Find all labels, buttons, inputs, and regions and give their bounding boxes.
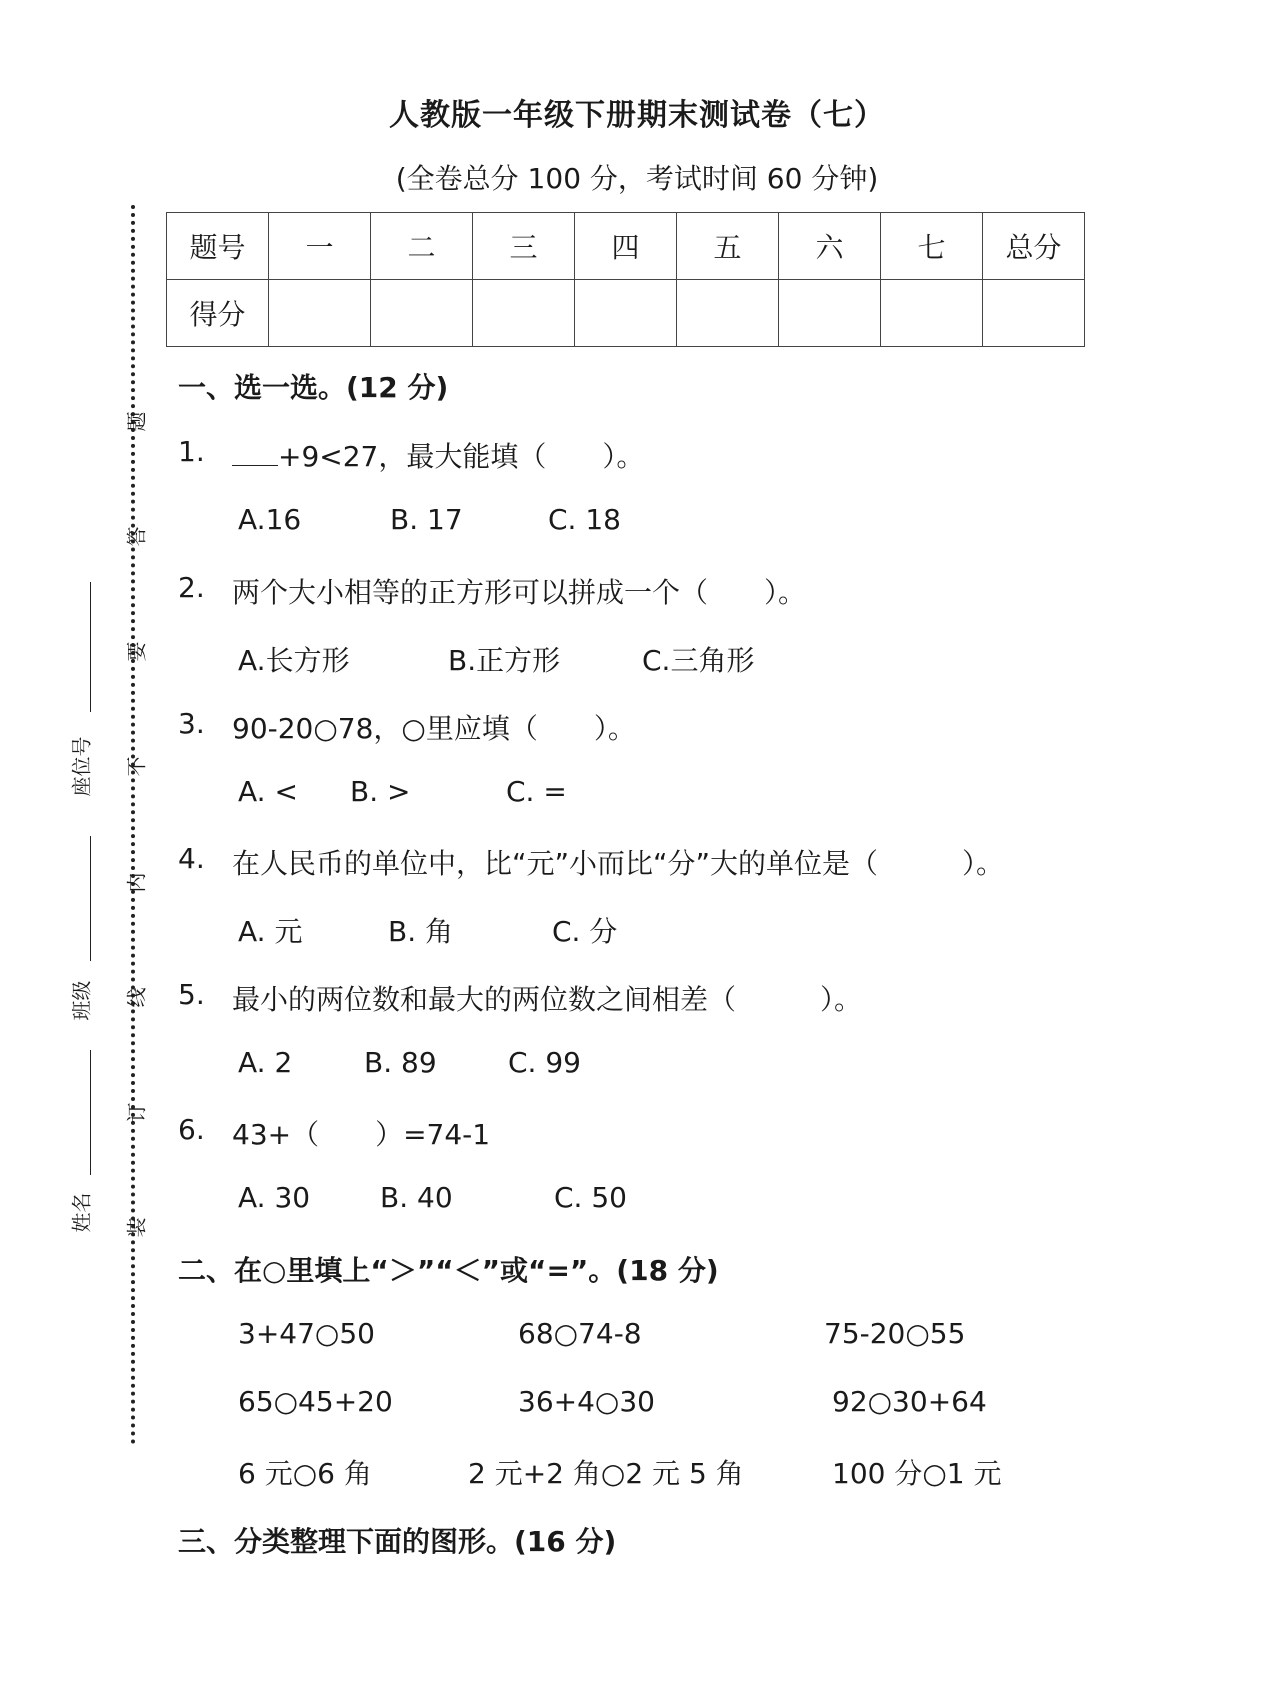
name-label: 姓名 [69,1192,94,1233]
comparison-item: 2 元+2 角○2 元 5 角 [468,1457,744,1490]
binding-char: 题 [124,411,149,432]
score-input-cell[interactable] [983,280,1085,347]
question-text-body: +9<27，最大能填（ ）。 [278,440,645,473]
option: B. 89 [364,1046,437,1079]
comparison-item: 75-20○55 [824,1317,966,1350]
comparison-item: 36+4○30 [518,1385,655,1418]
question-text: 43+（ ）=74-1 [232,1118,491,1151]
option: A. 2 [238,1046,293,1079]
score-input-cell[interactable] [371,280,473,347]
question-number: 5. [178,978,205,1011]
binding-char: 不 [124,756,149,777]
score-input-cell[interactable] [473,280,575,347]
question-text [232,435,644,475]
score-header-cell: 六 [779,213,881,280]
binding-char: 要 [124,641,149,662]
option: C.三角形 [642,644,755,677]
option: A.长方形 [238,644,350,677]
option: C. 18 [548,503,621,536]
option: C. 分 [552,915,618,948]
binding-char: 答 [124,526,149,547]
score-input-cell[interactable] [779,280,881,347]
question-number: 4. [178,842,205,875]
question-number: 3. [178,707,205,740]
score-header-cell: 七 [881,213,983,280]
comparison-item: 68○74-8 [518,1317,642,1350]
score-header-cell: 四 [575,213,677,280]
score-header-cell: 题号 [167,213,269,280]
question-text: 在人民币的单位中，比“元”小而比“分”大的单位是（ ）。 [232,847,1005,880]
class-line[interactable] [90,836,91,961]
comparison-item: 6 元○6 角 [238,1457,372,1490]
question-text: 两个大小相等的正方形可以拼成一个（ ）。 [232,576,807,609]
score-header-cell: 三 [473,213,575,280]
score-input-cell[interactable] [677,280,779,347]
score-header-cell: 二 [371,213,473,280]
score-input-cell[interactable] [881,280,983,347]
binding-char: 订 [124,1102,149,1123]
score-header-cell: 五 [677,213,779,280]
binding-char: 内 [124,872,149,893]
question-number: 6. [178,1113,205,1146]
option: A. < [238,775,298,808]
comparison-item: 3+47○50 [238,1317,375,1350]
page-title: 人教版一年级下册期末测试卷（七） [389,98,885,133]
option: A. 30 [238,1181,311,1214]
score-input-cell[interactable] [269,280,371,347]
score-header-cell: 总分 [983,213,1085,280]
score-table-header-row [167,213,1085,280]
score-table-score-row [167,280,1085,347]
score-input-cell[interactable] [575,280,677,347]
score-header-cell: 一 [269,213,371,280]
option: C. = [506,775,567,808]
page-subtitle: (全卷总分 100 分，考试时间 60 分钟) [395,162,879,195]
option: C. 99 [508,1046,581,1079]
question-text: 最小的两位数和最大的两位数之间相差（ ）。 [232,983,863,1016]
comparison-item: 100 分○1 元 [832,1457,1002,1490]
seat-number-label: 座位号 [69,736,94,797]
option: C. 50 [554,1181,627,1214]
option: A. 元 [238,915,303,948]
seat-number-line[interactable] [90,582,91,712]
section3-heading: 三、分类整理下面的图形。(16 分) [178,1525,617,1558]
binding-char: 线 [124,987,149,1008]
class-label: 班级 [69,980,94,1021]
question-number: 1. [178,435,205,468]
option: B.正方形 [448,644,561,677]
comparison-item: 92○30+64 [832,1385,987,1418]
option: B. 17 [390,503,463,536]
option: B. 角 [388,915,454,948]
section1-heading: 一、选一选。(12 分) [178,371,449,404]
score-row-label: 得分 [167,280,269,347]
score-table [166,212,1085,347]
answer-blank[interactable] [232,437,278,466]
option: B. 40 [380,1181,453,1214]
section2-heading: 二、在○里填上“＞”“＜”或“=”。(18 分) [178,1254,719,1287]
comparison-item: 65○45+20 [238,1385,393,1418]
question-number: 2. [178,571,205,604]
question-text: 90-20○78，○里应填（ ）。 [232,712,636,745]
binding-dotted-line [131,205,135,1445]
name-line[interactable] [90,1050,91,1175]
binding-char: 装 [124,1217,149,1238]
option: A.16 [238,503,302,536]
option: B. > [350,775,411,808]
